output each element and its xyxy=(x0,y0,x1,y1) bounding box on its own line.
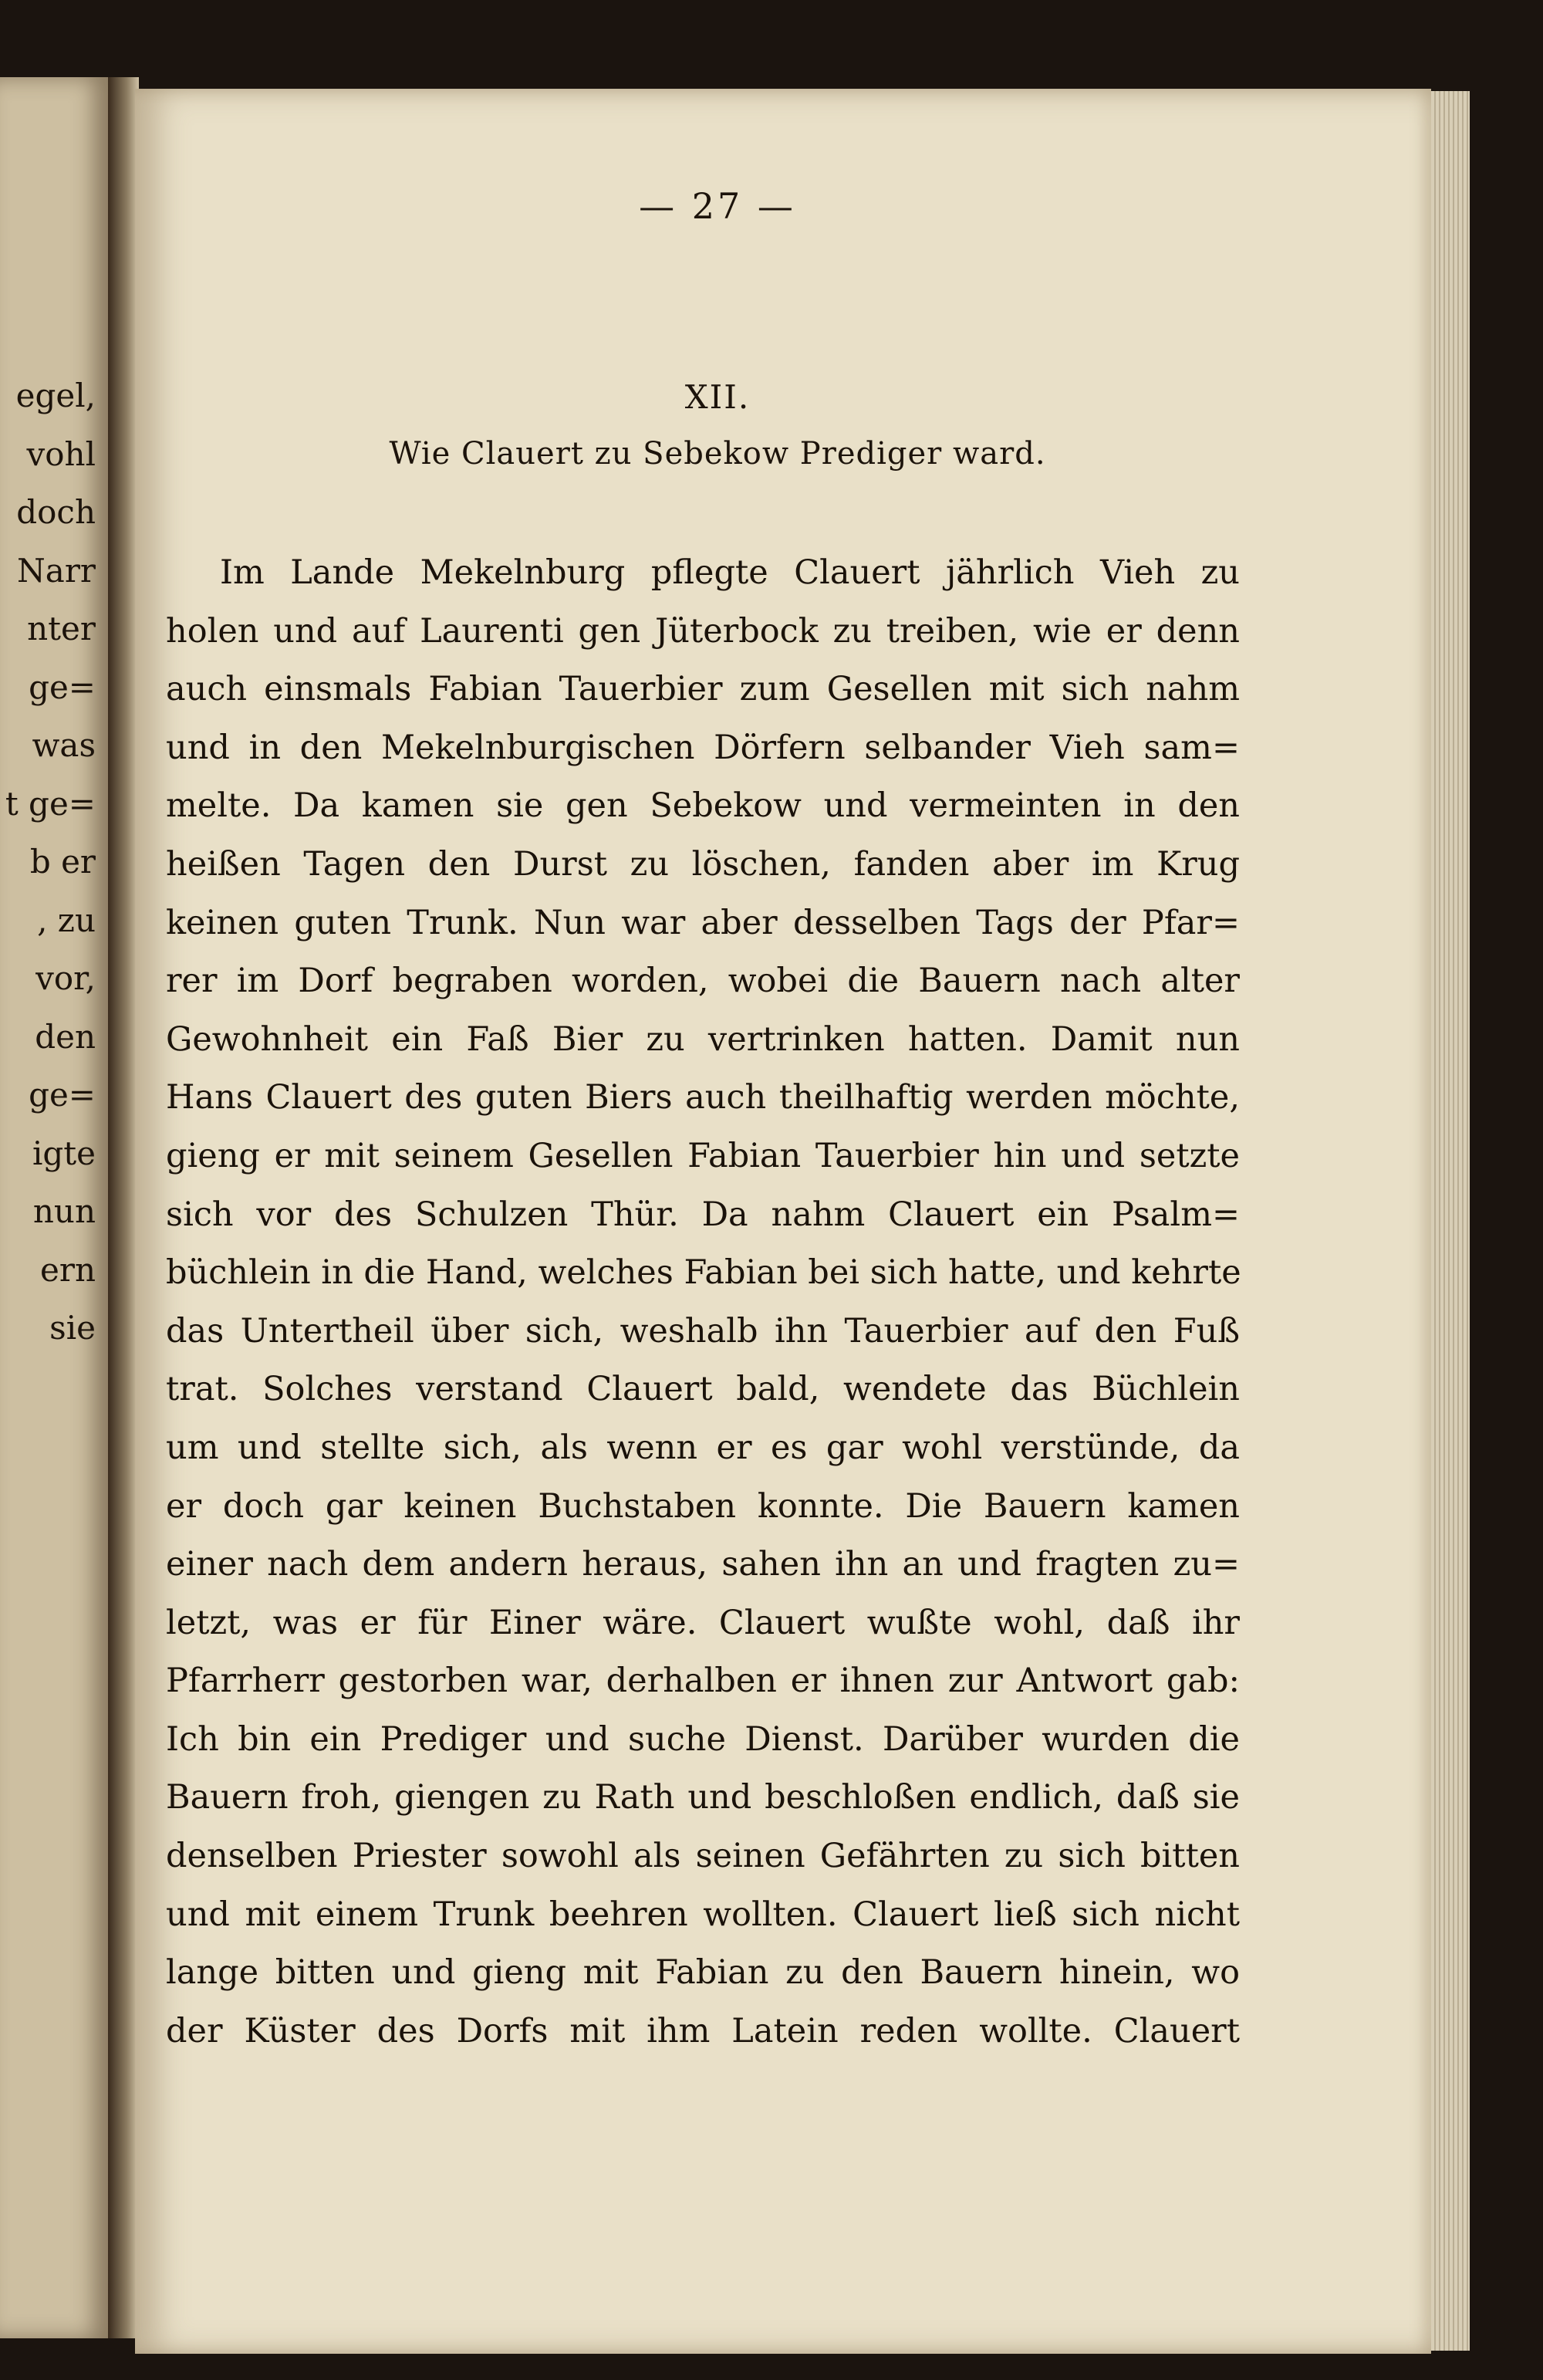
book-gutter xyxy=(108,77,139,2338)
text-line: er doch gar keinen Buchstaben konnte. Die Bauern kamen xyxy=(166,1486,1240,1526)
left-page-fragment: ge= xyxy=(29,668,96,706)
body-text xyxy=(166,544,1240,2061)
text-line: um und stellte sich, als wenn er es gar wohl verstünde, da xyxy=(166,1428,1240,1467)
text-line: denselben Priester sowohl als seinen Gefährten zu sich bitten xyxy=(166,1837,1240,1876)
text-line: Im Lande Mekelnburg pflegte Clauert jährlich Vieh zu xyxy=(220,553,1240,592)
left-page-fragment: doch xyxy=(16,493,96,531)
text-line: melte. Da kamen sie gen Sebekow und vermeinten in den xyxy=(166,786,1240,826)
text-line: Bauern froh, giengen zu Rath und beschloßen endlich, daß sie xyxy=(166,1778,1240,1817)
text-line: und mit einem Trunk beehren wollten. Clauert ließ sich nicht xyxy=(166,1895,1240,1934)
text-line: der Küster des Dorfs mit ihm Latein reden wollte. Clauert xyxy=(166,2011,1240,2050)
left-page-fragment: Narr xyxy=(17,551,96,590)
text-line: einer nach dem andern heraus, sahen ihn an und fragten zu= xyxy=(166,1545,1240,1584)
chapter-title: Wie Clauert zu Sebekow Prediger ward. xyxy=(389,436,1046,472)
text-line: rer im Dorf begraben worden, wobei die Bauern nach alter xyxy=(166,962,1240,1001)
left-page-fragment: igte xyxy=(32,1134,96,1172)
page-edge xyxy=(1431,91,1470,2351)
text-line: gieng er mit seinem Gesellen Fabian Tauerbier hin und setzte xyxy=(166,1136,1240,1175)
left-page-fragment: den xyxy=(35,1017,96,1056)
left-page-fragment: sie xyxy=(49,1309,96,1347)
chapter-number: XII. xyxy=(684,378,751,416)
text-line: Pfarrherr gestorben war, derhalben er ihnen zur Antwort gab: xyxy=(166,1662,1240,1701)
text-line: und in den Mekelnburgischen Dörfern selbander Vieh sam= xyxy=(166,728,1240,767)
left-page-fragment: nun xyxy=(32,1192,96,1230)
left-page-fragment: was xyxy=(32,726,96,764)
left-page-fragment: ge= xyxy=(29,1076,96,1114)
left-page-fragment: , zu xyxy=(37,901,96,939)
text-line: letzt, was er für Einer wäre. Clauert wußte wohl, daß ihr xyxy=(166,1603,1240,1642)
page-number: — 27 — xyxy=(639,185,796,227)
text-line: lange bitten und gieng mit Fabian zu den Bauern hinein, wo xyxy=(166,1953,1240,1993)
left-page-fragment: vohl xyxy=(26,434,96,473)
left-page-fragment: t ge= xyxy=(5,784,96,823)
text-line: büchlein in die Hand, welches Fabian bei sich hatte, und kehrte xyxy=(166,1253,1241,1293)
text-line: das Untertheil über sich, weshalb ihn Tauerbier auf den Fuß xyxy=(166,1311,1240,1351)
text-line: keinen guten Trunk. Nun war aber desselben Tags der Pfar= xyxy=(166,903,1240,942)
left-page-fragments xyxy=(0,367,100,1357)
left-page-fragment: ern xyxy=(40,1250,96,1289)
text-line: Hans Clauert des guten Biers auch theilhaftig werden möchte, xyxy=(166,1078,1240,1117)
left-page-fragment: b er xyxy=(29,843,96,881)
left-page xyxy=(0,77,108,2338)
left-page-fragment: vor, xyxy=(35,959,96,997)
left-page-fragment: nter xyxy=(27,610,96,647)
text-line: auch einsmals Fabian Tauerbier zum Gesellen mit sich nahm xyxy=(166,670,1240,709)
text-line: Ich bin ein Prediger und suche Dienst. Darüber wurden die xyxy=(166,1719,1240,1759)
text-line: Gewohnheit ein Faß Bier zu vertrinken hatten. Damit nun xyxy=(166,1019,1240,1059)
text-line: sich vor des Schulzen Thür. Da nahm Clauert ein Psalm= xyxy=(166,1195,1240,1234)
text-line: holen und auf Laurenti gen Jüterbock zu treiben, wie er denn xyxy=(166,611,1240,651)
text-line: trat. Solches verstand Clauert bald, wendete das Büchlein xyxy=(166,1370,1240,1409)
text-line: heißen Tagen den Durst zu löschen, fanden aber im Krug xyxy=(166,844,1240,884)
left-page-fragment: egel, xyxy=(15,377,96,414)
